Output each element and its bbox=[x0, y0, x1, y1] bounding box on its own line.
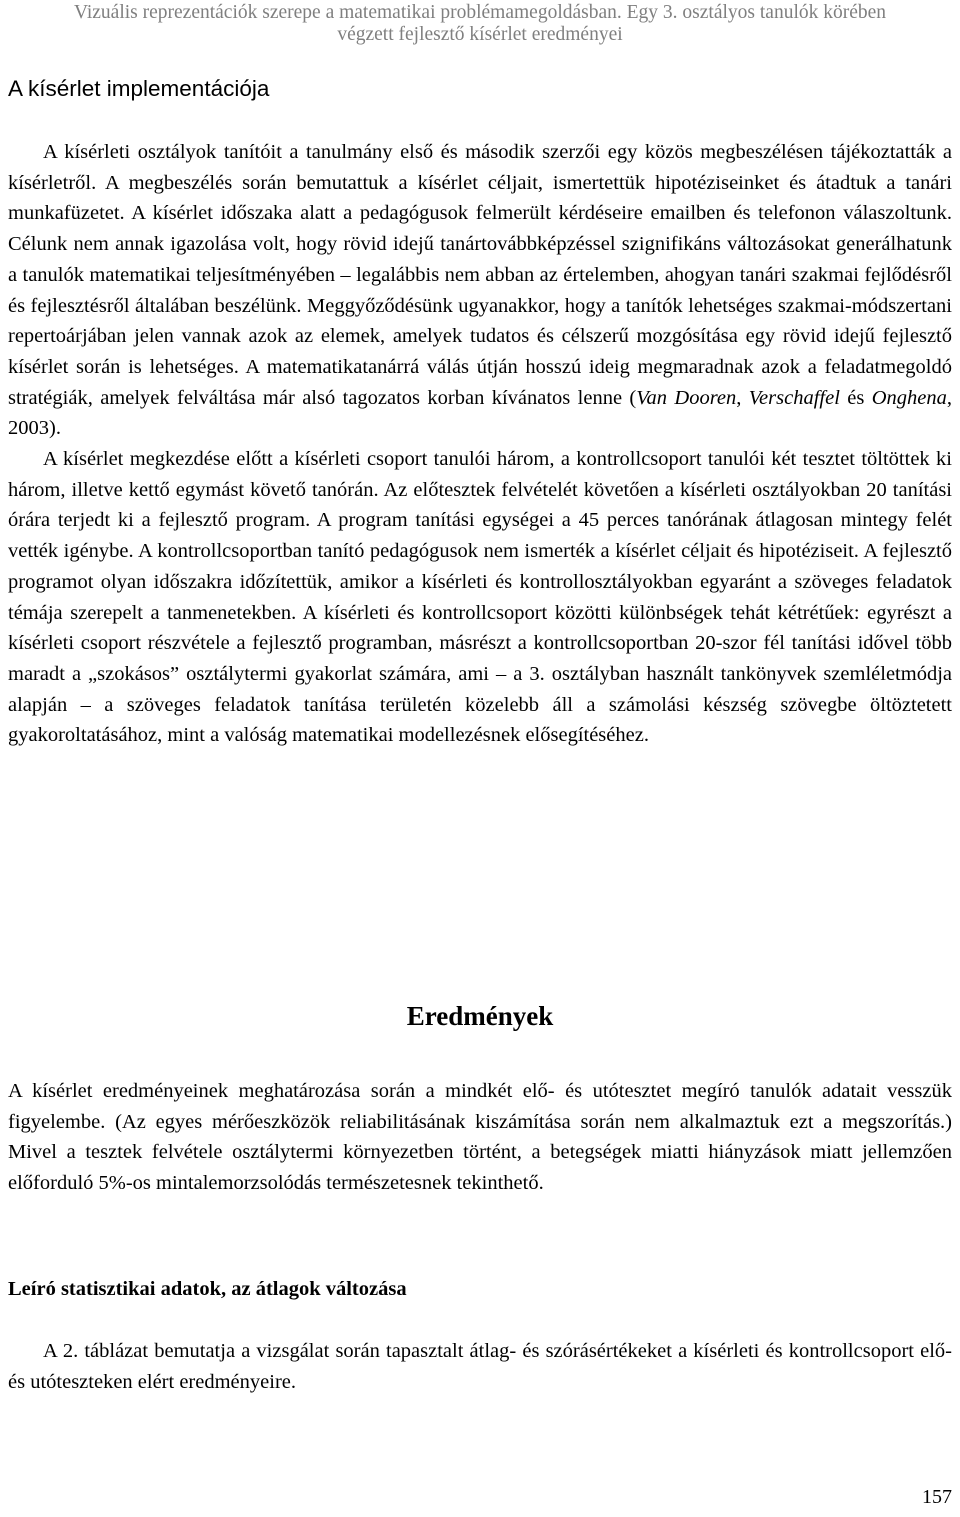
page-number: 157 bbox=[922, 1486, 952, 1508]
running-header-line-2: végzett fejlesztő kísérlet eredményei bbox=[337, 24, 623, 45]
paragraph: A kísérlet megkezdése előtt a kísérleti csoport tanulói három, a kontrollcsoport tanulói két tesztet töltöttek ki három, illetve kettő egymást követő tanórán. Az előtesztek felvételét követően a kísérleti osztályokban 20 tanítási órára terjedt ki a fejlesztő program. A program tanítási egységei a 45 perces tanórának átlagosan mintegy felét vették igénybe. A kontrollcsoportban tanító pedagógusok nem ismerték a kísérlet céljait és hipotéziseit. A fejlesztő programot olyan időszakra időzítettük, amikor a kísérleti és kontrollosztályokban egyaránt a szöveges feladatok témája szerepelt a tanmenetekben. A kísérleti és kontrollcsoport közötti különbségek tehát kétrétűek: egyrészt a kísérleti csoport részvétele a fejlesztő programban, másrészt a kontrollcsoportban 20-szor fél tanítási idővel több maradt a „szokásos” osztálytermi gyakorlat számára, ami – a 3. osztályban használt tankönyvek szemléletmódja alapján – a szöveges feladatok tanítása területén közelebb áll a számolási készség szövegbe öltöztetett gyakoroltatásához, mint a valóság matematikai modellezésnek elősegítéséhez. bbox=[8, 448, 952, 747]
section-heading-implementation: A kísérlet implementációja bbox=[8, 76, 270, 101]
citation-author: Onghena bbox=[871, 386, 947, 409]
section-heading-results: Eredmények bbox=[406, 1001, 554, 1031]
section-descriptive-stats-body bbox=[8, 1336, 952, 1397]
section-heading-descriptive-stats: Leíró statisztikai adatok, az átlagok változása bbox=[8, 1278, 407, 1300]
running-header bbox=[8, 2, 952, 46]
running-header-line-1: Vizuális reprezentációk szerepe a matematikai problémamegoldásban. Egy 3. osztályos tanulók körében bbox=[73, 2, 887, 23]
citation-author: Van Dooren bbox=[636, 386, 737, 409]
paragraph: A kísérlet eredményeinek meghatározása során a mindkét elő- és utótesztet megíró tanulók adatait vesszük figyelembe. (Az egyes mérőeszközök reliabilitásának kiszámítása során nem alkalmaztuk ezt a megszorítás.) Mivel a tesztek felvétele osztálytermi környezetben történt, a betegségek miatti hiányzások miatt jellemzően előforduló 5%-os mintalemorzsolódás természetesnek tekinthető. bbox=[8, 1080, 952, 1195]
section-results-body bbox=[8, 1076, 952, 1199]
section-implementation-body bbox=[8, 137, 952, 751]
citation-author: Verschaffel bbox=[748, 386, 840, 409]
paragraph: A 2. táblázat bemutatja a vizsgálat során tapasztalt átlag- és szórásértékeket a kísérleti és kontrollcsoport elő- és utóteszteken elért eredményeire. bbox=[8, 1340, 952, 1393]
paragraph: A kísérleti osztályok tanítóit a tanulmány első és második szerzői egy közös megbeszélésen tájékoztatták a kísérletről. A megbeszélés során bemutattuk a kísérlet céljait, ismertettük hipotéziseinket és átadtuk a tanári munkafüzetet. A kísérlet időszaka alatt a pedagógusok felmerült kérdéseire emailben és telefonon válaszoltunk. Célunk nem annak igazolása volt, hogy rövid idejű tanártovábbképzéssel szignifikáns változásokat generálhatunk a tanulók matematikai teljesítményében – legalábbis nem abban az értelemben, ahogyan tanári szakmai fejlődésről és fejlesztésről általában beszélünk. Meggyőződésünk ugyanakkor, hogy a tanítók lehetséges szakmai-módszertani repertoárjában jelen vannak azok az elemek, amelyek tudatos és célszerű mozgósítása egy rövid idejű fejlesztő kísérlet során is lehetséges. A matematikatanárrá válás útján hosszú ideig megmaradnak azok a feladatmegoldó stratégiák, amelyek felváltása már alsó tagozatos korban kívánatos lenne (Van Dooren, Verschaffel és Onghena, 2003). bbox=[8, 141, 953, 440]
